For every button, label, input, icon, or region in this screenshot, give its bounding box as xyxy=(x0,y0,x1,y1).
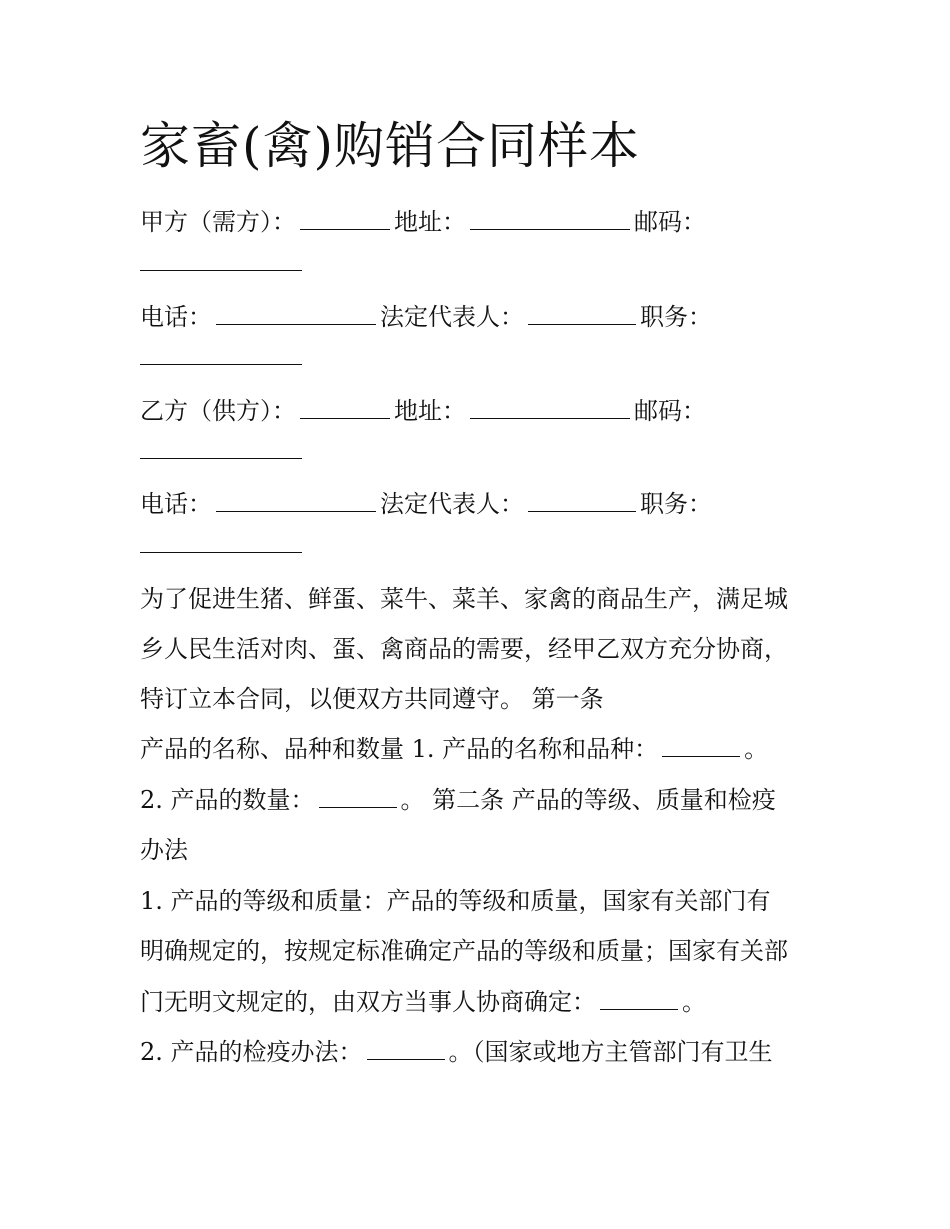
party-a-phone-label: 电话： xyxy=(140,303,212,331)
party-a-postcode-line xyxy=(140,246,306,280)
party-b-phone-label: 电话： xyxy=(140,490,212,518)
party-b-phone-blank xyxy=(216,489,376,512)
party-b-rep-blank xyxy=(528,489,636,512)
period: 。 xyxy=(682,988,706,1016)
party-b-position-blank xyxy=(140,530,302,553)
party-b-postcode-label: 邮码： xyxy=(634,397,706,425)
grade-negotiation-label: 门无明文规定的，由双方当事人协商确定： xyxy=(140,988,596,1016)
party-a-name-blank xyxy=(300,207,390,230)
party-a-postcode-blank xyxy=(140,248,302,271)
body-line: 为了促进生猪、鲜蛋、菜牛、菜羊、家禽的商品生产，满足城 xyxy=(140,585,788,613)
product-quantity-blank xyxy=(319,785,397,808)
party-a-rep-label: 法定代表人： xyxy=(380,303,524,331)
party-b-position-line xyxy=(140,528,306,562)
party-a-address-blank xyxy=(470,207,630,230)
party-b-line-2 xyxy=(140,487,712,521)
product-name-label: 产品的名称、品种和数量 1. 产品的名称和品种： xyxy=(140,735,659,763)
product-name-line xyxy=(140,732,768,766)
party-a-line-1 xyxy=(140,205,706,239)
body-line: 特订立本合同，以便双方共同遵守。 第一条 xyxy=(140,685,604,713)
body-line: 办法 xyxy=(140,836,188,864)
quarantine-blank xyxy=(367,1037,445,1060)
party-a-postcode-label: 邮码： xyxy=(634,208,706,236)
grade-negotiation-line xyxy=(140,985,706,1019)
quarantine-label: 2. 产品的检疫办法： xyxy=(140,1038,363,1066)
quarantine-note: 。（国家或地方主管部门有卫生 xyxy=(448,1038,773,1066)
product-quantity-label: 2. 产品的数量： xyxy=(140,786,315,814)
body-line: 明确规定的，按规定标准确定产品的等级和质量；国家有关部 xyxy=(140,937,788,965)
party-b-name-blank xyxy=(300,396,390,419)
article-two-heading: 。 第二条 产品的等级、质量和检疫 xyxy=(400,786,776,814)
product-quantity-line xyxy=(140,783,776,817)
party-a-label: 甲方（需方）： xyxy=(140,208,296,236)
party-a-address-label: 地址： xyxy=(394,208,466,236)
body-line: 乡人民生活对肉、蛋、禽商品的需要，经甲乙双方充分协商， xyxy=(140,635,788,663)
product-name-blank xyxy=(662,734,740,757)
party-b-postcode-line xyxy=(140,434,306,468)
party-a-phone-blank xyxy=(216,302,376,325)
party-a-position-blank xyxy=(140,342,302,365)
party-b-address-label: 地址： xyxy=(394,397,466,425)
party-a-position-line xyxy=(140,340,306,374)
party-b-line-1 xyxy=(140,394,706,428)
party-a-line-2 xyxy=(140,300,712,334)
body-line: 1. 产品的等级和质量：产品的等级和质量，国家有关部门有 xyxy=(140,887,771,915)
party-b-address-blank xyxy=(470,396,630,419)
period: 。 xyxy=(744,735,769,763)
party-a-rep-blank xyxy=(528,302,636,325)
grade-negotiation-blank xyxy=(600,987,678,1010)
party-a-position-label: 职务： xyxy=(640,303,712,331)
quarantine-line xyxy=(140,1035,773,1069)
party-b-position-label: 职务： xyxy=(640,490,712,518)
page-title: 家畜(禽)购销合同样本 xyxy=(140,117,641,175)
party-b-postcode-blank xyxy=(140,436,302,459)
party-b-label: 乙方（供方）： xyxy=(140,397,296,425)
party-b-rep-label: 法定代表人： xyxy=(380,490,524,518)
